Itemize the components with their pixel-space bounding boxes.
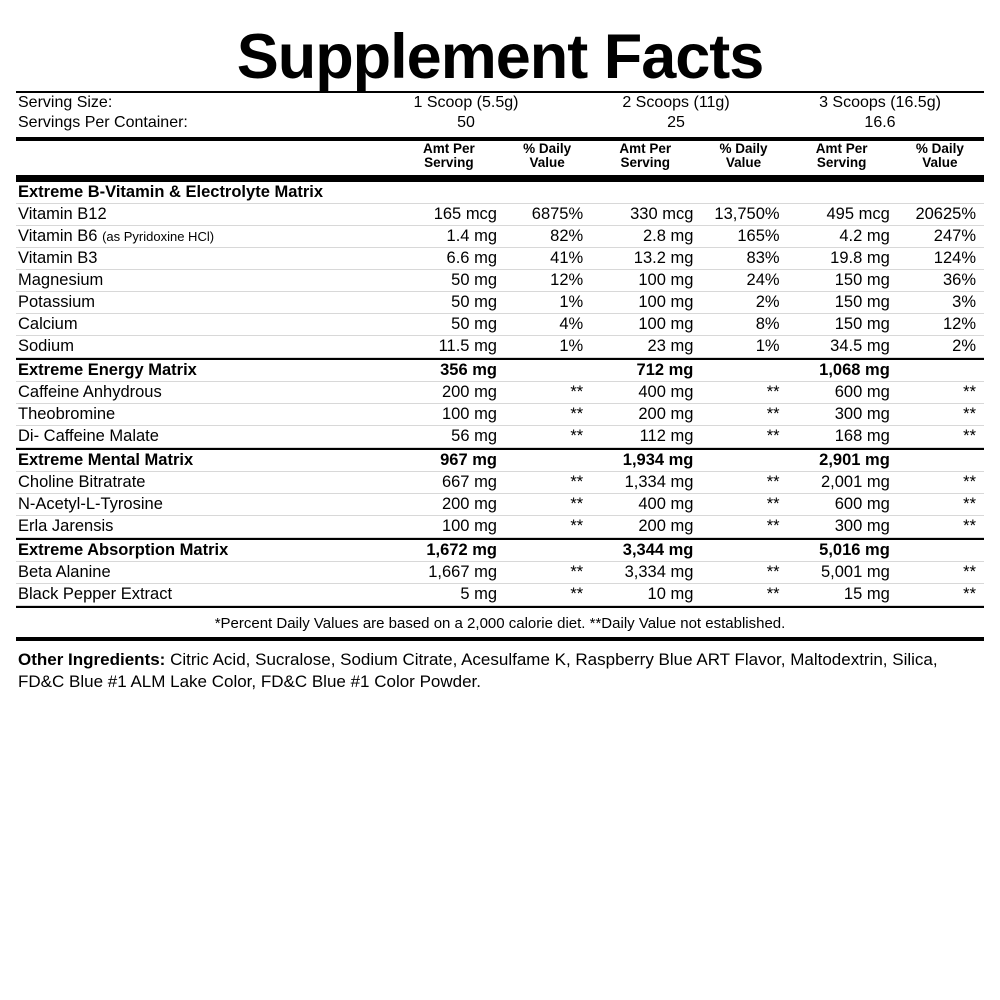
group-total-dv-3 [896,360,984,382]
nutrient-dv-2: ** [699,404,787,426]
nutrient-amount-3: 150 mg [788,292,896,314]
column-header-amount-1 [395,141,503,171]
group-total-2: 1,934 mg [591,450,699,472]
group-total-dv-2 [699,360,787,382]
table-row [16,292,984,314]
group-header-row [16,540,984,562]
nutrient-amount-2: 23 mg [591,336,699,358]
nutrient-amount-1: 100 mg [395,404,503,426]
nutrient-dv-3: ** [896,562,984,584]
nutrient-amount-3: 4.2 mg [788,226,896,248]
nutrient-amount-3: 34.5 mg [788,336,896,358]
nutrient-dv-2: ** [699,426,787,448]
nutrient-name: Di- Caffeine Malate [16,426,395,448]
nutrient-amount-1: 100 mg [395,516,503,538]
nutrient-name: Vitamin B12 [16,204,395,226]
group-name: Extreme Absorption Matrix [16,540,395,562]
nutrient-amount-3: 600 mg [788,494,896,516]
nutrient-group-table [16,360,984,448]
nutrient-amount-2: 400 mg [591,494,699,516]
nutrient-amount-2: 3,334 mg [591,562,699,584]
table-row [16,404,984,426]
nutrient-dv-3: 36% [896,270,984,292]
serving-size-value-1: 1 Scoop (5.5g) [413,94,519,111]
nutrient-dv-1: ** [503,562,591,584]
column-header-amount-2 [591,141,699,171]
nutrient-dv-2: 2% [699,292,787,314]
amount-line1-2: Amt Per [619,141,672,156]
dv-line2-3: Value [922,155,958,171]
nutrient-amount-3: 600 mg [788,382,896,404]
nutrient-amount-2: 100 mg [591,314,699,336]
nutrient-name: Choline Bitratrate [16,472,395,494]
amount-line1-3: Amt Per [815,141,868,156]
nutrient-amount-2: 112 mg [591,426,699,448]
nutrient-amount-3: 150 mg [788,314,896,336]
group-name: Extreme Mental Matrix [16,450,395,472]
table-row [16,204,984,226]
group-header-row [16,450,984,472]
nutrient-amount-2: 100 mg [591,270,699,292]
page-title: Supplement Facts [236,22,764,92]
group-total-dv-1 [503,540,591,562]
group-total-3: 1,068 mg [788,360,896,382]
nutrient-dv-3: 124% [896,248,984,270]
nutrient-dv-1: ** [503,494,591,516]
nutrient-amount-3: 300 mg [788,516,896,538]
group-total-3: 5,016 mg [788,540,896,562]
nutrient-dv-3: 247% [896,226,984,248]
nutrient-amount-1: 200 mg [395,382,503,404]
group-total-3: 2,901 mg [788,450,896,472]
table-row [16,226,984,248]
nutrient-groups-container [16,182,984,606]
amount-line2-1: Serving [424,155,474,171]
table-row [16,382,984,404]
table-row [16,270,984,292]
group-total-dv-1 [503,360,591,382]
nutrient-dv-1: ** [503,472,591,494]
servings-per-container-value-3: 16.6 [864,114,896,131]
nutrient-amount-1: 56 mg [395,426,503,448]
nutrient-name: Vitamin B6 (as Pyridoxine HCl) [16,226,395,248]
nutrient-name: Magnesium [16,270,395,292]
nutrient-dv-2: 13,750% [699,204,787,226]
nutrient-name: Sodium [16,336,395,358]
nutrient-group-table [16,450,984,538]
nutrient-subtext: (as Pyridoxine HCl) [102,229,215,245]
nutrient-dv-1: 12% [503,270,591,292]
nutrient-amount-1: 50 mg [395,292,503,314]
nutrient-dv-1: 82% [503,226,591,248]
group-total-1: 1,672 mg [395,540,503,562]
nutrient-dv-2: ** [699,382,787,404]
group-header-row [16,182,984,204]
table-row [16,248,984,270]
nutrient-dv-1: ** [503,584,591,606]
group-total-1: 356 mg [395,360,503,382]
nutrient-amount-2: 200 mg [591,516,699,538]
nutrient-name: Potassium [16,292,395,314]
nutrient-dv-3: ** [896,472,984,494]
nutrient-amount-1: 6.6 mg [395,248,503,270]
amount-line1-1: Amt Per [423,141,475,156]
dv-line1-3: % Daily [915,141,964,156]
servings-per-container-value-1: 50 [457,114,475,131]
nutrient-name: Beta Alanine [16,562,395,584]
nutrient-group-table [16,540,984,606]
group-name: Extreme B-Vitamin & Electrolyte Matrix [16,182,395,204]
nutrient-dv-2: 8% [699,314,787,336]
nutrient-dv-3: ** [896,584,984,606]
table-row [16,314,984,336]
nutrient-name: Vitamin B3 [16,248,395,270]
nutrient-amount-2: 2.8 mg [591,226,699,248]
nutrient-amount-3: 168 mg [788,426,896,448]
group-total-1 [395,182,503,204]
dv-line2-1: Value [529,155,565,171]
nutrient-amount-1: 667 mg [395,472,503,494]
column-header-blank [16,141,395,171]
table-row [16,562,984,584]
nutrient-group-table [16,182,984,358]
nutrient-dv-2: ** [699,516,787,538]
nutrient-dv-1: ** [503,404,591,426]
table-row [16,336,984,358]
serving-size-label: Serving Size: [18,94,113,111]
nutrient-name: Black Pepper Extract [16,584,395,606]
dv-line2-2: Value [725,155,762,171]
nutrient-dv-2: ** [699,494,787,516]
nutrient-amount-1: 1,667 mg [395,562,503,584]
amount-line2-2: Serving [620,155,671,171]
divider-above-body [16,175,984,182]
nutrient-amount-1: 5 mg [395,584,503,606]
nutrient-dv-3: ** [896,404,984,426]
nutrient-name: Theobromine [16,404,395,426]
table-row [16,516,984,538]
nutrient-amount-3: 19.8 mg [788,248,896,270]
servings-per-container-label: Servings Per Container: [18,114,188,131]
group-total-dv-3 [896,182,984,204]
serving-size-value-3: 3 Scoops (16.5g) [819,94,941,111]
nutrient-dv-1: ** [503,382,591,404]
daily-value-footnote: *Percent Daily Values are based on a 2,000 calorie diet. **Daily Value not established. [214,615,786,633]
nutrient-amount-3: 2,001 mg [788,472,896,494]
nutrient-dv-1: 4% [503,314,591,336]
nutrient-dv-1: 41% [503,248,591,270]
nutrient-dv-3: 3% [896,292,984,314]
amount-line2-3: Serving [816,155,867,171]
nutrient-dv-3: ** [896,426,984,448]
nutrient-dv-1: 1% [503,336,591,358]
group-total-dv-3 [896,450,984,472]
other-ingredients-label: Other Ingredients: [18,650,166,670]
nutrient-amount-2: 10 mg [591,584,699,606]
nutrient-amount-3: 495 mcg [788,204,896,226]
nutrient-dv-1: ** [503,426,591,448]
nutrient-dv-1: 1% [503,292,591,314]
group-header-row [16,360,984,382]
nutrient-dv-2: 24% [699,270,787,292]
nutrient-dv-2: ** [699,562,787,584]
nutrient-amount-2: 13.2 mg [591,248,699,270]
nutrient-dv-2: ** [699,472,787,494]
nutrient-name: Calcium [16,314,395,336]
dv-line1-2: % Daily [719,141,768,156]
column-header-dv-1 [503,141,591,171]
other-ingredients [16,641,984,692]
group-total-2: 3,344 mg [591,540,699,562]
group-total-1: 967 mg [395,450,503,472]
nutrient-name: Erla Jarensis [16,516,395,538]
table-row [16,584,984,606]
other-ingredients-text: Citric Acid, Sucralose, Sodium Citrate, Acesulfame K, Raspberry Blue ART Flavor, Maltodextrin, Silica, FD&C Blue #1 ALM Lake Color, FD&C Blue #1 Color Powder. [18,650,938,691]
nutrient-dv-3: ** [896,494,984,516]
group-total-dv-1 [503,450,591,472]
nutrient-amount-1: 50 mg [395,270,503,292]
group-total-dv-2 [699,182,787,204]
nutrient-dv-1: ** [503,516,591,538]
nutrient-dv-3: 12% [896,314,984,336]
column-headers-table [16,141,984,171]
nutrient-name: Caffeine Anhydrous [16,382,395,404]
servings-per-container-value-2: 25 [667,114,685,131]
column-header-dv-3 [896,141,984,171]
servings-per-container-row [16,113,984,133]
group-name: Extreme Energy Matrix [16,360,395,382]
nutrient-amount-2: 1,334 mg [591,472,699,494]
nutrient-dv-2: 1% [699,336,787,358]
group-total-2: 712 mg [591,360,699,382]
group-total-dv-3 [896,540,984,562]
nutrient-name: N-Acetyl-L-Tyrosine [16,494,395,516]
nutrient-amount-2: 400 mg [591,382,699,404]
nutrient-dv-1: 6875% [503,204,591,226]
nutrient-amount-1: 1.4 mg [395,226,503,248]
table-row [16,494,984,516]
serving-size-row [16,93,984,113]
table-row [16,426,984,448]
nutrient-dv-3: ** [896,516,984,538]
nutrient-dv-3: 2% [896,336,984,358]
group-total-dv-2 [699,450,787,472]
nutrient-dv-2: ** [699,584,787,606]
nutrient-dv-2: 83% [699,248,787,270]
nutrient-amount-3: 5,001 mg [788,562,896,584]
group-total-2 [591,182,699,204]
column-header-row [16,141,984,171]
group-total-3 [788,182,896,204]
group-total-dv-1 [503,182,591,204]
nutrient-amount-3: 15 mg [788,584,896,606]
nutrient-amount-1: 200 mg [395,494,503,516]
nutrient-amount-3: 150 mg [788,270,896,292]
nutrient-dv-3: ** [896,382,984,404]
nutrient-amount-2: 330 mcg [591,204,699,226]
nutrient-amount-1: 165 mcg [395,204,503,226]
group-total-dv-2 [699,540,787,562]
serving-info-table [16,93,984,133]
nutrient-amount-3: 300 mg [788,404,896,426]
nutrient-dv-2: 165% [699,226,787,248]
nutrient-amount-2: 100 mg [591,292,699,314]
column-header-dv-2 [699,141,787,171]
nutrient-amount-1: 11.5 mg [395,336,503,358]
dv-line1-1: % Daily [523,141,572,156]
nutrient-amount-1: 50 mg [395,314,503,336]
table-row [16,472,984,494]
serving-size-value-2: 2 Scoops (11g) [622,94,730,111]
nutrient-dv-3: 20625% [896,204,984,226]
nutrient-amount-2: 200 mg [591,404,699,426]
column-header-amount-3 [788,141,896,171]
